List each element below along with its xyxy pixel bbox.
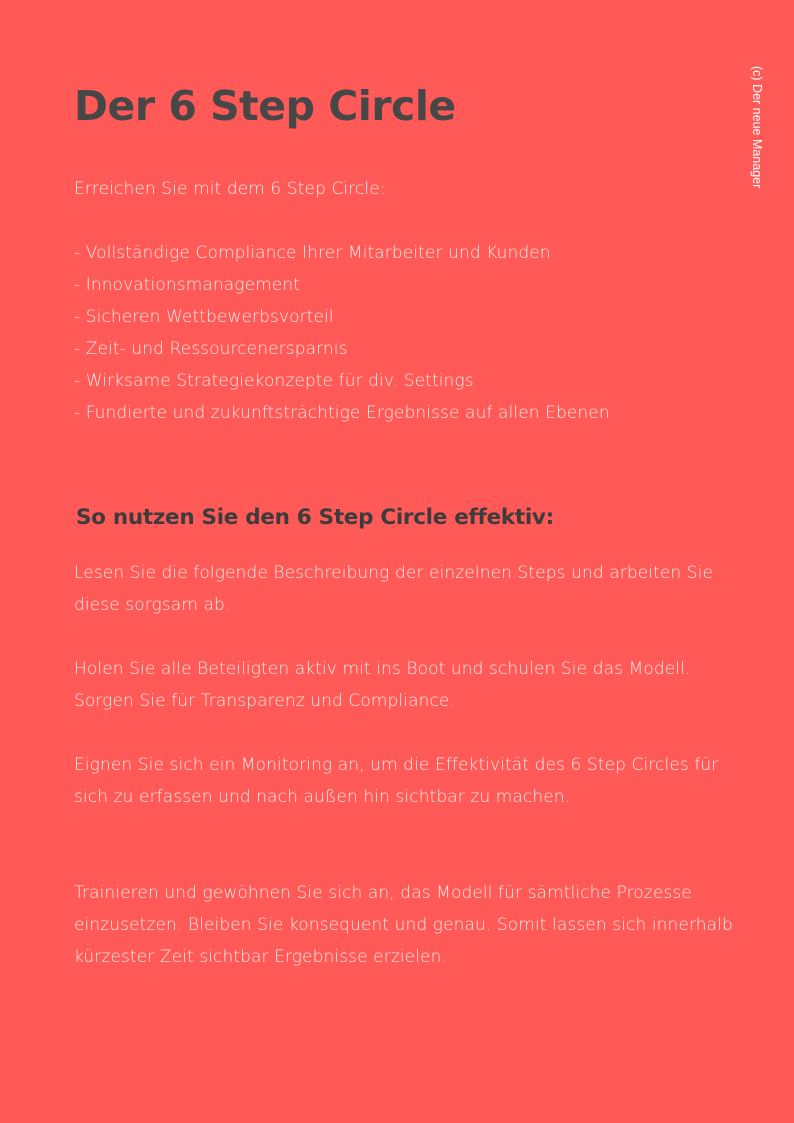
benefit-item: - Wirksame Strategiekonzepte für div. Settings	[74, 371, 474, 391]
page-title: Der 6 Step Circle	[74, 82, 456, 130]
benefit-item: - Vollständige Compliance Ihrer Mitarbeiter und Kunden	[74, 243, 551, 263]
paragraph: Trainieren und gewöhnen Sie sich an, das Modell für sämtliche Prozesse einzusetzen. Bleiben Sie konsequent und genau. Somit lassen sich innerhalb kürzester Zeit sichtbar Ergebnisse erzielen.	[74, 883, 733, 967]
paragraph: Eignen Sie sich ein Monitoring an, um die Effektivität des 6 Step Circles für sich zu erfassen und nach außen hin sichtbar zu machen.	[74, 755, 719, 807]
benefits-list	[74, 237, 714, 429]
intro-text: Erreichen Sie mit dem 6 Step Circle:	[74, 179, 386, 199]
benefit-item: - Zeit- und Ressourcenersparnis	[74, 339, 348, 359]
benefit-item: - Fundierte und zukunftsträchtige Ergebnisse auf allen Ebenen	[74, 403, 610, 423]
section-heading: So nutzen Sie den 6 Step Circle effektiv:	[76, 505, 554, 530]
paragraph: Holen Sie alle Beteiligten aktiv mit ins Boot und schulen Sie das Modell. Sorgen Sie für Transparenz und Compliance.	[74, 659, 691, 711]
paragraph: Lesen Sie die folgende Beschreibung der einzelnen Steps und arbeiten Sie diese sorgsam ab.	[74, 563, 714, 615]
copyright-note: (c) Der neue Manager	[750, 66, 764, 189]
benefit-item: - Sicheren Wettbewerbsvorteil	[74, 307, 334, 327]
benefit-item: - Innovationsmanagement	[74, 275, 300, 295]
